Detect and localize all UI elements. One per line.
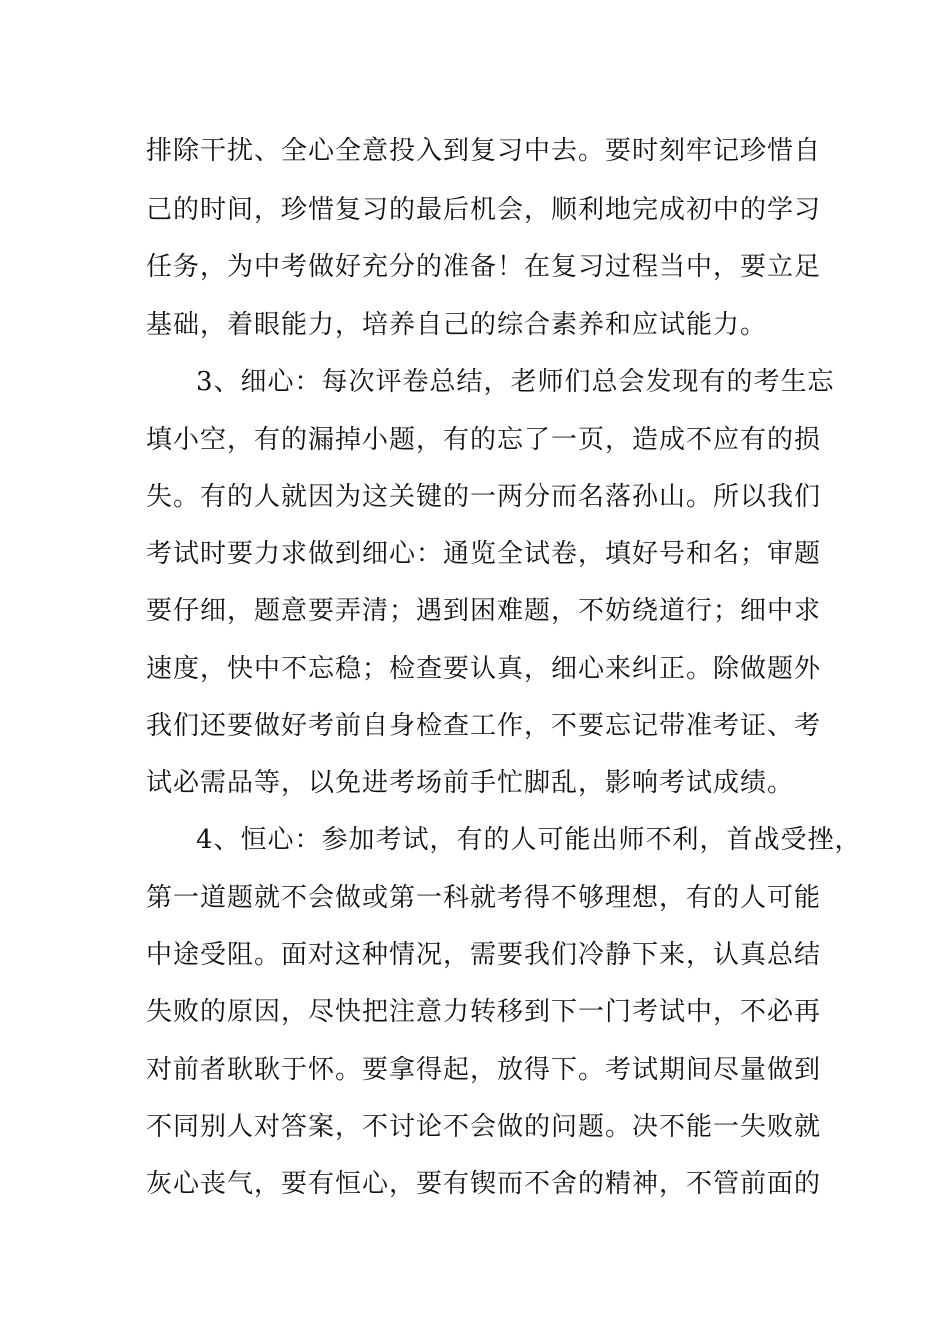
text-line: 试必需品等，以免进考场前手忙脚乱，影响考试成绩。 <box>146 768 795 798</box>
text-line: 失败的原因，尽快把注意力转移到下一门考试中，不必再 <box>146 997 822 1027</box>
paragraph-3-start: 3、细心：每次评卷总结，老师们总会发现有的考生忘 <box>196 367 835 397</box>
text-line: 填小空，有的漏掉小题，有的忘了一页，造成不应有的损 <box>146 425 822 455</box>
text-line: 灰心丧气，要有恒心，要有锲而不舍的精神，不管前面的 <box>146 1169 822 1199</box>
text-line: 考试时要力求做到细心：通览全试卷，填好号和名；审题 <box>146 539 822 569</box>
text-line: 我们还要做好考前自身检查工作，不要忘记带准考证、考 <box>146 711 822 741</box>
text-line: 中途受阻。面对这种情况，需要我们冷静下来，认真总结 <box>146 940 822 970</box>
text-line: 任务，为中考做好充分的准备！在复习过程当中，要立足 <box>146 252 822 282</box>
text-line: 要仔细，题意要弄清；遇到困难题，不妨绕道行；细中求 <box>146 596 822 626</box>
text-line: 排除干扰、全心全意投入到复习中去。要时刻牢记珍惜自 <box>146 136 822 166</box>
text-line: 基础，着眼能力，培养自己的综合素养和应试能力。 <box>146 310 768 340</box>
text-line: 速度，快中不忘稳；检查要认真，细心来纠正。除做题外 <box>146 654 822 684</box>
text-line: 第一道题就不会做或第一科就考得不够理想，有的人可能 <box>146 883 822 913</box>
text-line: 不同别人对答案，不讨论不会做的问题。决不能一失败就 <box>146 1112 822 1142</box>
text-line: 失。有的人就因为这关键的一两分而名落孙山。所以我们 <box>146 482 822 512</box>
paragraph-4-start: 4、恒心：参加考试，有的人可能出师不利，首战受挫， <box>196 825 862 855</box>
text-line: 对前者耿耿于怀。要拿得起，放得下。考试期间尽量做到 <box>146 1055 822 1085</box>
text-line: 己的时间，珍惜复习的最后机会，顺利地完成初中的学习 <box>146 195 822 225</box>
